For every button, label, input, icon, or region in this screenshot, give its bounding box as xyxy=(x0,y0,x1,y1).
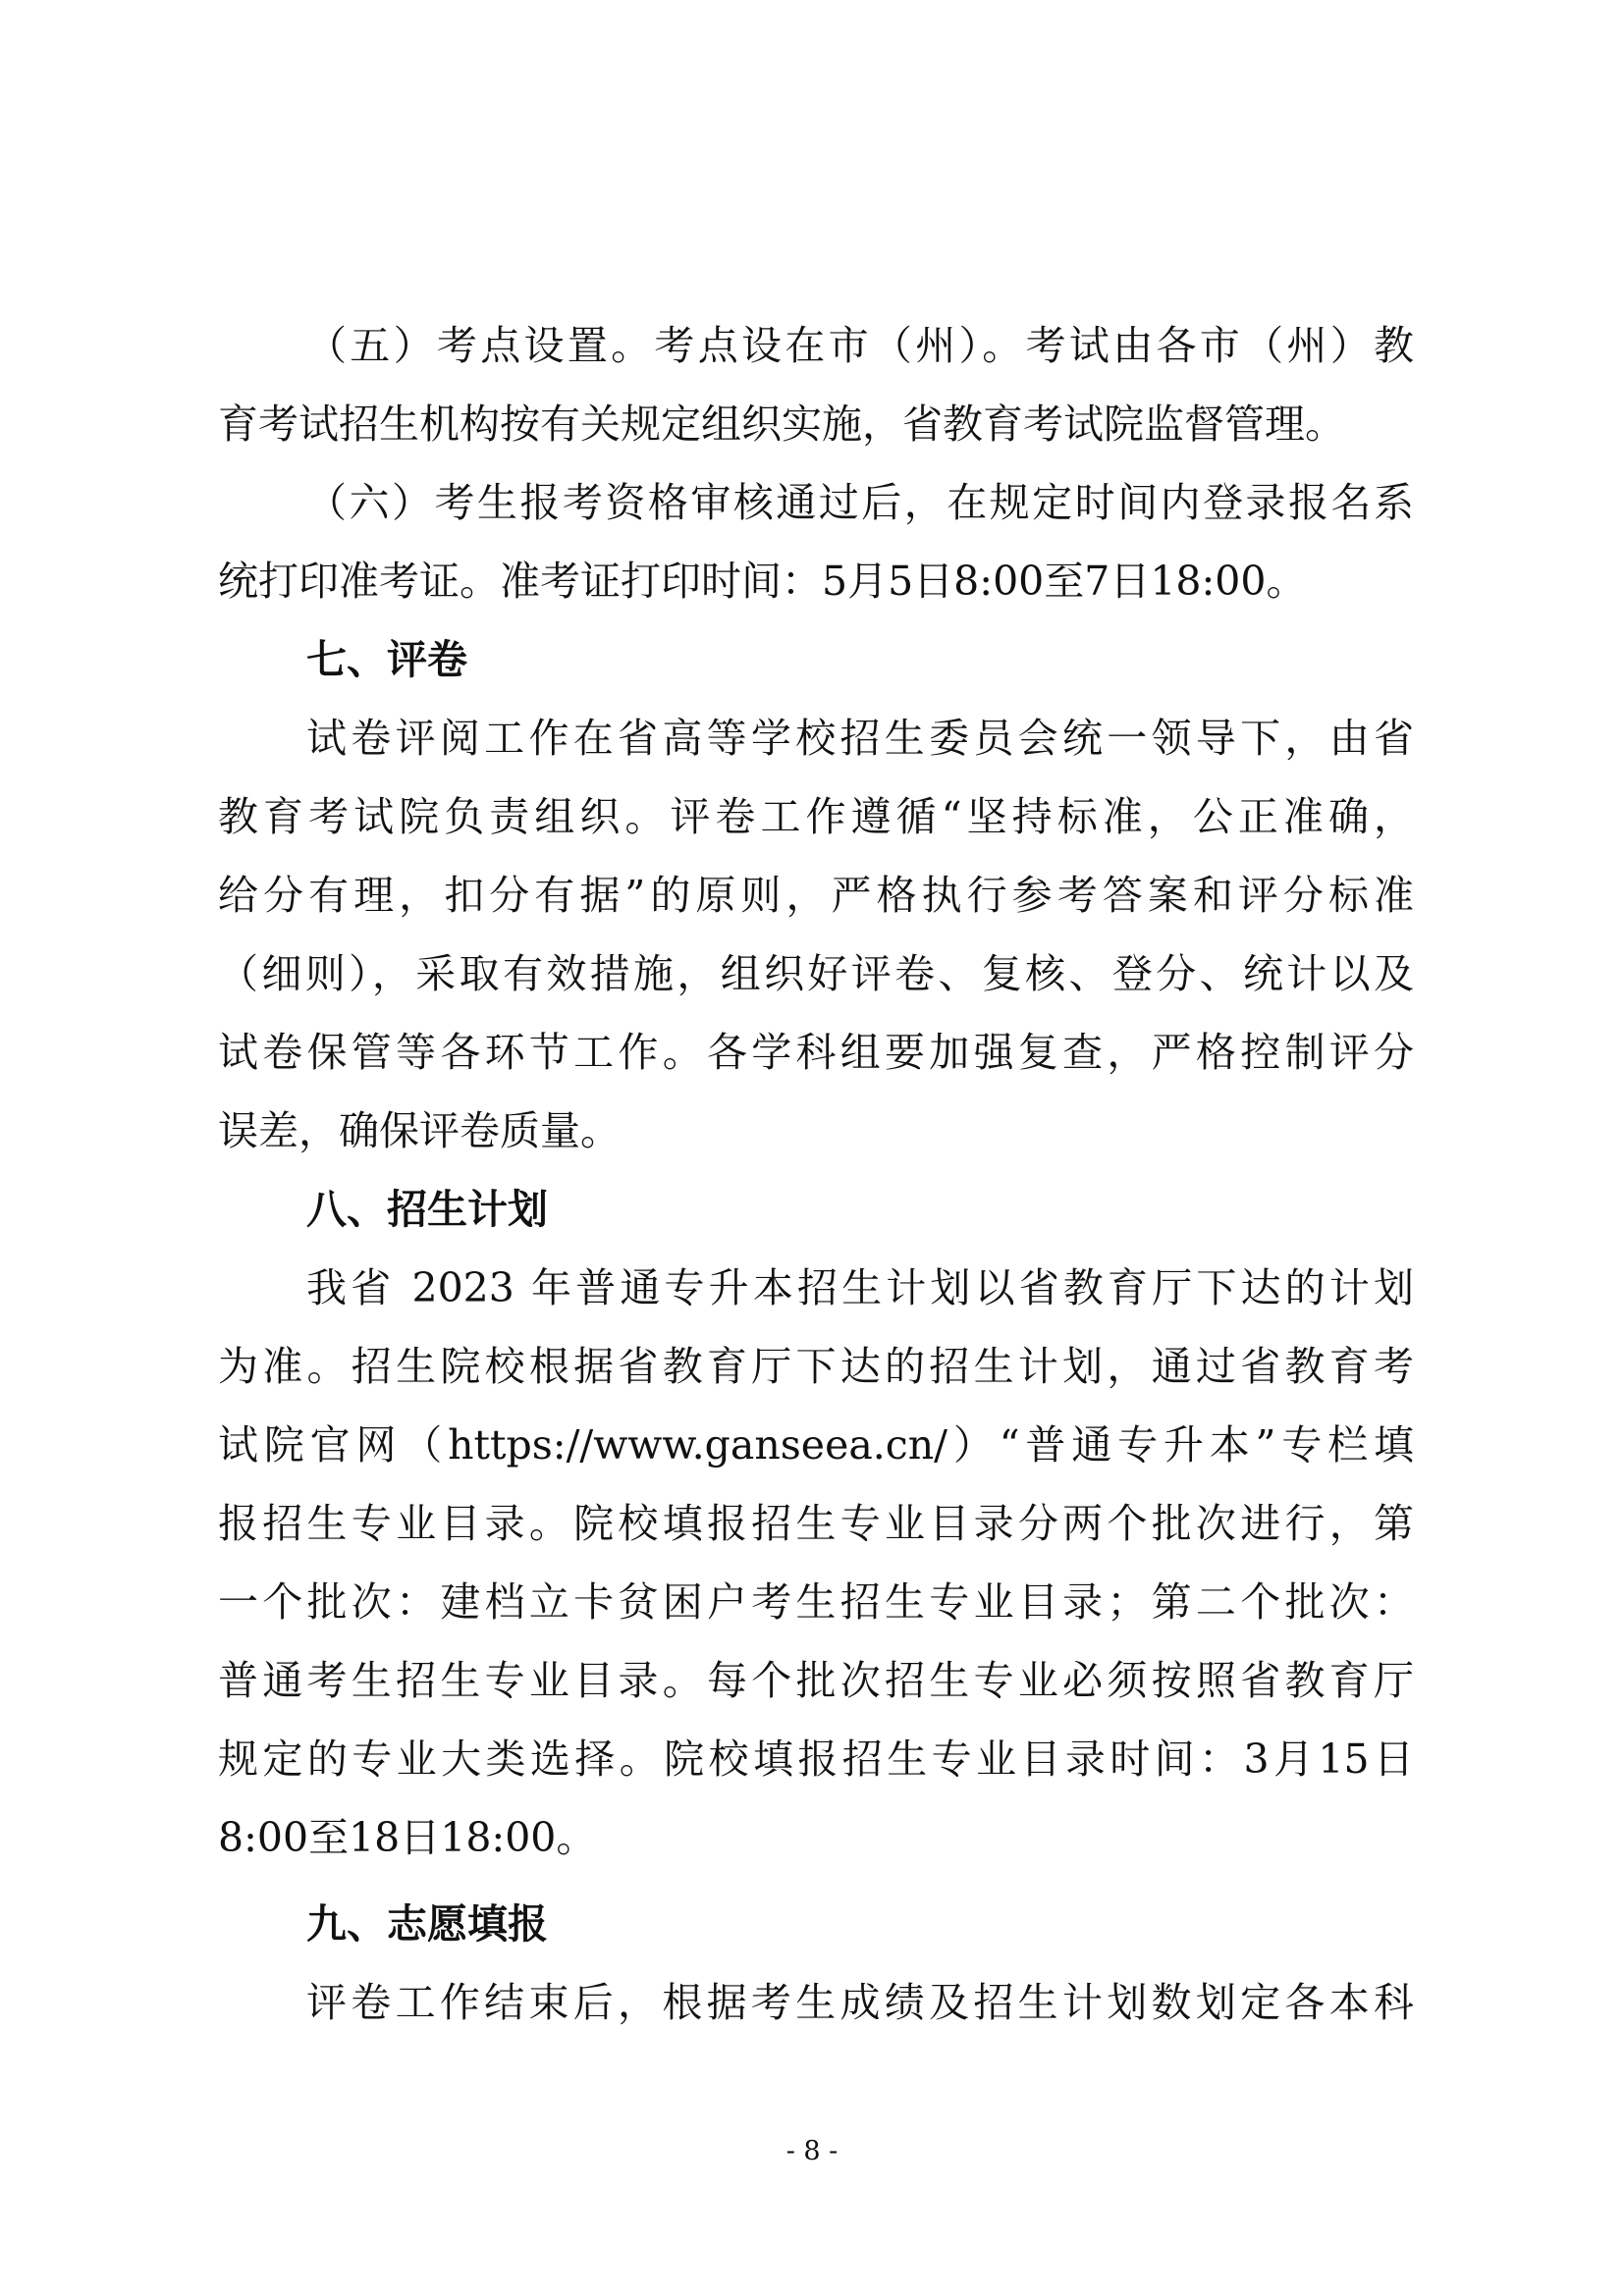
section-5-line-2: 育考试招生机构按有关规定组织实施，省教育考试院监督管理。 xyxy=(218,400,1345,448)
grading-line-3: 给分有理，扣分有据”的原则，严格执行参考答案和评分标准 xyxy=(218,872,1414,919)
application-line-1: 评卷工作结束后，根据考生成绩及招生计划数划定各本科 xyxy=(306,1979,1414,2026)
plan-line-3: 试院官网（https://www.ganseea.cn/）“普通专升本”专栏填 xyxy=(218,1421,1414,1468)
grading-line-2: 教育考试院负责组织。评卷工作遵循“坚持标准，公正准确， xyxy=(218,793,1414,840)
section-5-line-1: （五）考点设置。考点设在市（州）。考试由各市（州）教 xyxy=(306,322,1414,369)
page-number: - 8 - xyxy=(785,2136,839,2166)
heading-grading: 七、评卷 xyxy=(306,636,467,683)
plan-line-1: 我省 2023 年普通专升本招生计划以省教育厅下达的计划 xyxy=(306,1264,1414,1311)
section-6-line-2: 统打印准考证。准考证打印时间：5月5日8:00至7日18:00。 xyxy=(218,558,1307,605)
heading-application: 九、志愿填报 xyxy=(306,1900,548,1948)
grading-line-5: 试卷保管等各环节工作。各学科组要加强复查，严格控制评分 xyxy=(218,1029,1414,1076)
grading-line-4: （细则），采取有效措施，组织好评卷、复核、登分、统计以及 xyxy=(218,950,1414,997)
plan-line-5: 一个批次：建档立卡贫困户考生招生专业目录；第二个批次： xyxy=(218,1578,1414,1626)
plan-line-8: 8:00至18日18:00。 xyxy=(218,1814,597,1861)
plan-line-6: 普通考生招生专业目录。每个批次招生专业必须按照省教育厅 xyxy=(218,1657,1414,1704)
grading-line-6: 误差，确保评卷质量。 xyxy=(218,1107,621,1154)
section-6-line-1: （六）考生报考资格审核通过后，在规定时间内登录报名系 xyxy=(306,479,1414,526)
grading-line-1: 试卷评阅工作在省高等学校招生委员会统一领导下，由省 xyxy=(306,715,1414,762)
plan-line-7: 规定的专业大类选择。院校填报招生专业目录时间：3月15日 xyxy=(218,1735,1414,1783)
plan-line-4: 报招生专业目录。院校填报招生专业目录分两个批次进行，第 xyxy=(218,1500,1414,1547)
plan-line-2: 为准。招生院校根据省教育厅下达的招生计划，通过省教育考 xyxy=(218,1343,1414,1390)
heading-enrollment-plan: 八、招生计划 xyxy=(306,1186,548,1233)
